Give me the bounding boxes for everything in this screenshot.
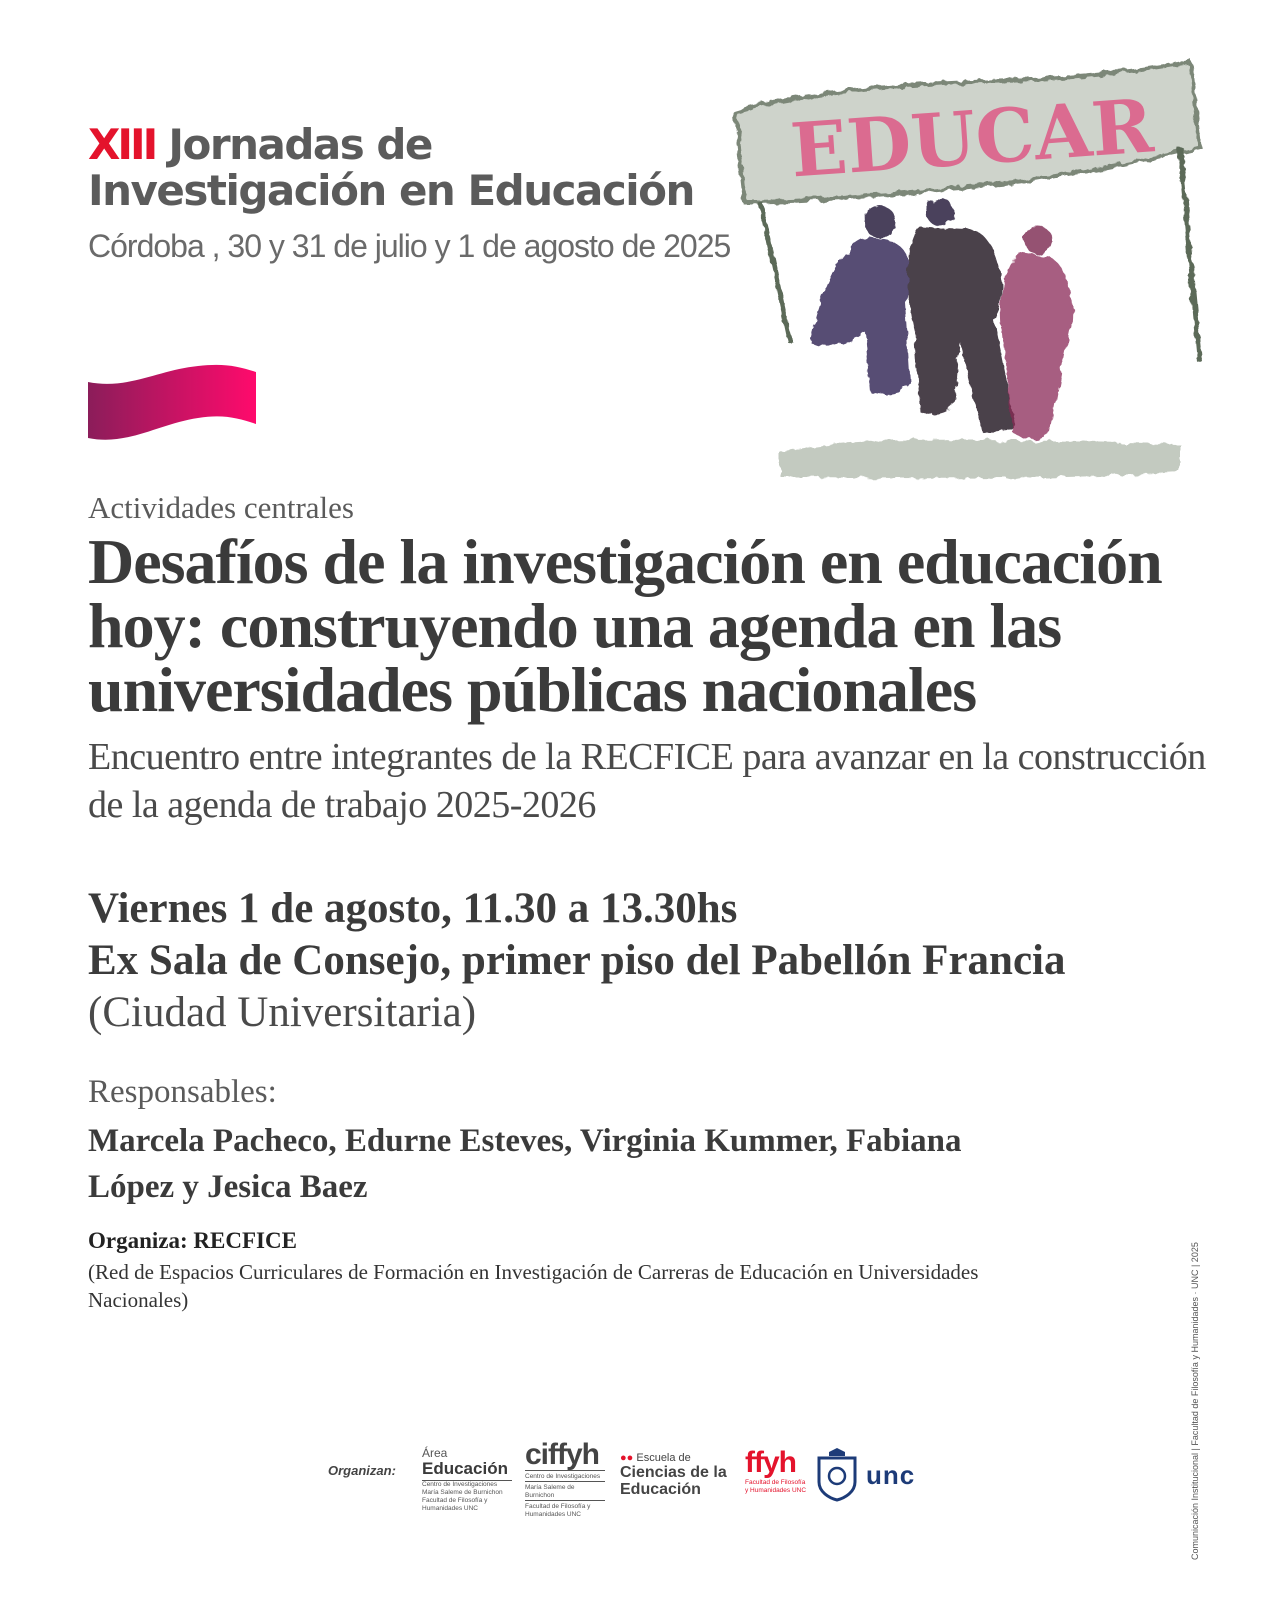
roman-numeral: XIII bbox=[88, 120, 156, 169]
event-dates: Córdoba , 30 y 31 de julio y 1 de agosto de 2025 bbox=[88, 228, 731, 264]
date-time: Viernes 1 de agosto, 11.30 a 13.30hs bbox=[88, 885, 738, 932]
organizer-description: (Red de Espacios Curriculares de Formación en Investigación de Carreras de Educación en Universidades Nacionales) bbox=[88, 1260, 979, 1312]
logo-ciffyh: ciffyh Centro de Investigaciones María Saleme de Burnichon Facultad de Filosofía y Humanidades UNC bbox=[525, 1440, 605, 1519]
main-title: Desafíos de la investigación en educación hoy: construyendo una agenda en las universidades públicas nacionales bbox=[88, 526, 1162, 725]
venue: Ex Sala de Consejo, primer piso del Pabellón Francia bbox=[88, 937, 1066, 984]
logo-escuela-ciencias-educacion: ●● Escuela de Ciencias de la Educación bbox=[620, 1452, 727, 1498]
logo-area-educacion: Área Educación Centro de Investigaciones María Saleme de Burnichon Facultad de Filosofía y Humanidades UNC bbox=[422, 1446, 512, 1513]
title-line2: Investigación en Educación bbox=[88, 166, 694, 215]
responsables-names: Marcela Pacheco, Edurne Esteves, Virginia Kummer, Fabiana López y Jesica Baez bbox=[88, 1123, 962, 1205]
organizan-label: Organizan: bbox=[328, 1463, 396, 1478]
event-title bbox=[88, 122, 694, 214]
side-credit: Comunicación Institucional | Facultad de Filosofía y Humanidades · UNC | 2025 bbox=[1190, 1242, 1200, 1560]
logo-ffyh: ffyh Facultad de Filosofía y Humanidades UNC bbox=[745, 1446, 807, 1494]
responsables-label: Responsables: bbox=[88, 1074, 277, 1110]
venue-detail: (Ciudad Universitaria) bbox=[88, 989, 477, 1036]
organizer-label: Organiza: RECFICE bbox=[88, 1228, 297, 1253]
wave-flag-icon bbox=[88, 360, 256, 446]
section-label: Actividades centrales bbox=[88, 490, 354, 525]
subtitle: Encuentro entre integrantes de la RECFICE para avanzar en la construcción de la agenda de trabajo 2025-2026 bbox=[88, 736, 1206, 826]
educar-illustration bbox=[720, 52, 1220, 492]
title-line1: Jornadas de bbox=[168, 120, 432, 169]
unc-seal-icon bbox=[815, 1448, 859, 1502]
logo-unc: unc bbox=[866, 1460, 916, 1490]
banner-text: EDUCAR bbox=[787, 83, 1156, 195]
